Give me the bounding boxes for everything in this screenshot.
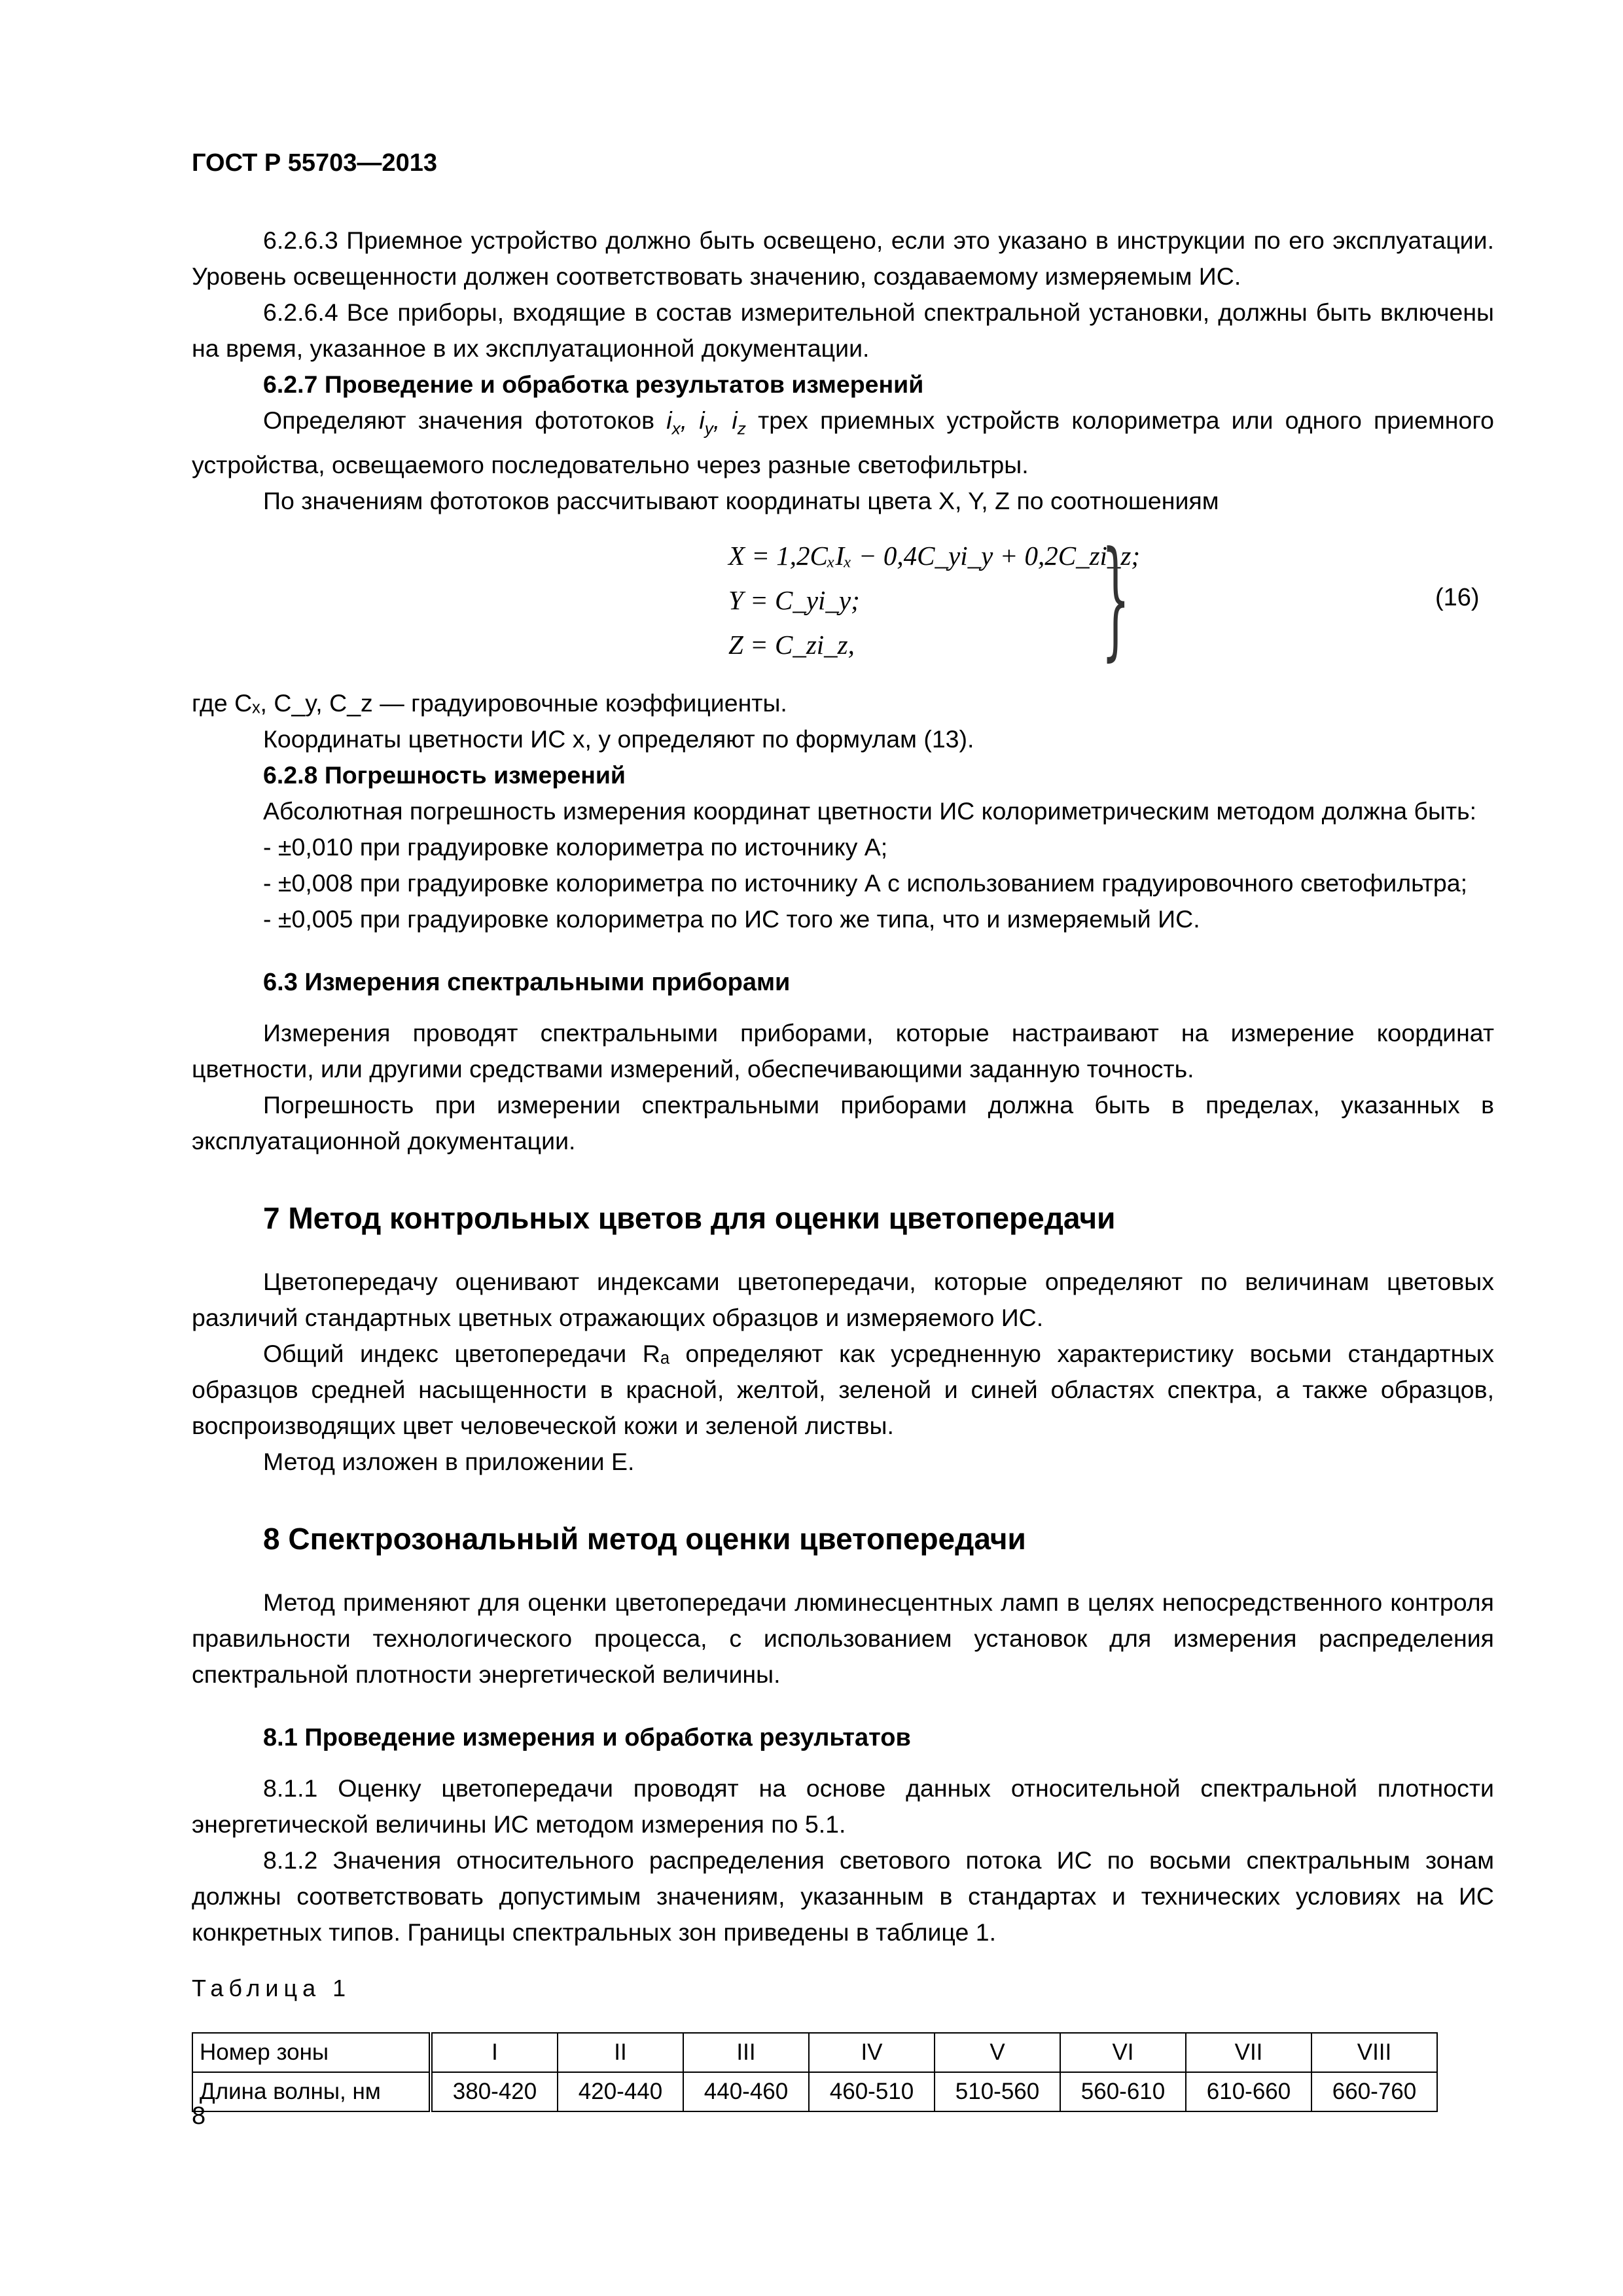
paragraph-6264: 6.2.6.4 Все приборы, входящие в состав измерительной спектральной установки, должны быть включены на время, указанное в их эксплуатационной документации. xyxy=(192,298,1494,362)
page-number: 8 xyxy=(192,2102,206,2130)
bullet-1: - ±0,010 при градуировке колориметра по источнику А; xyxy=(263,833,888,861)
document-body xyxy=(192,223,1494,2112)
heading-81: 8.1 Проведение измерения и обработка результатов xyxy=(263,1723,911,1751)
table-cell: 510-560 xyxy=(935,2072,1060,2111)
paragraph-628: Абсолютная погрешность измерения координат цветности ИС колориметрическим методом должна быть: xyxy=(263,797,1477,825)
right-brace: } xyxy=(1101,524,1130,673)
table-cell: VI xyxy=(1060,2033,1186,2072)
formula-line-1: X = 1,2CₓIₓ − 0,4C_yi_y + 0,2C_zi_z; xyxy=(728,540,1141,571)
where-line: где Cₓ, C_y, C_z — градуировочные коэффициенты. xyxy=(192,689,787,717)
table-cell: 440-460 xyxy=(683,2072,809,2111)
table-cell: Длина волны, нм xyxy=(192,2072,431,2111)
paragraph-7-b: Общий индекс цветопередачи Rₐ определяют как усредненную характеристику восьми стандартных образцов средней насыщенности в красной, желтой, зеленой и синей областях спектра, а также образцов, воспроизводящих цвет человеческой кожи и зеленой листвы. xyxy=(192,1339,1494,1439)
table-row xyxy=(192,2072,1437,2111)
table-cell: V xyxy=(935,2033,1060,2072)
paragraph-811: 8.1.1 Оценку цветопередачи проводят на основе данных относительной спектральной плотности энергетической величины ИС методом измерения по 5.1. xyxy=(192,1774,1494,1838)
paragraph-63-a: Измерения проводят спектральными приборами, которые настраивают на измерение координат цветности, или другими средствами измерений, обеспечивающими заданную точность. xyxy=(192,1018,1494,1083)
spectral-zones-table xyxy=(192,2032,1438,2112)
table-cell: 560-610 xyxy=(1060,2072,1186,2111)
paragraph-6263: 6.2.6.3 Приемное устройство должно быть освещено, если это указано в инструкции по его эксплуатации. Уровень освещенности должен соответствовать значению, создаваемому измеряемым ИС. xyxy=(192,226,1494,290)
heading-627: 6.2.7 Проведение и обработка результатов измерений xyxy=(263,370,924,398)
table-cell: 660-760 xyxy=(1311,2072,1437,2111)
heading-7: 7 Метод контрольных цветов для оценки цветопередачи xyxy=(263,1200,1116,1235)
doc-header: ГОСТ Р 55703—2013 xyxy=(192,149,437,177)
bullet-2: - ±0,008 при градуировке колориметра по источнику А с использованием градуировочного светофильтра; xyxy=(263,869,1468,897)
table-cell: IV xyxy=(809,2033,935,2072)
table-cell: II xyxy=(558,2033,683,2072)
formula-line-2: Y = C_yi_y; xyxy=(728,584,860,615)
table-cell: 610-660 xyxy=(1186,2072,1311,2111)
table-caption: Таблица 1 xyxy=(192,1974,351,2001)
heading-8: 8 Спектрозональный метод оценки цветопередачи xyxy=(263,1521,1026,1556)
paragraph-627-a: Определяют значения фототоков $i_x$, $i_y$, $i_z$ трех приемных устройств колориметра или одного приемного устройства, освещаемого последовательно через разные светофильтры. xyxy=(192,406,1495,478)
table-row xyxy=(192,2033,1437,2072)
bullet-3: - ±0,005 при градуировке колориметра по ИС того же типа, что и измеряемый ИС. xyxy=(263,905,1200,933)
heading-628: 6.2.8 Погрешность измерений xyxy=(263,761,626,789)
formula-line-3: Z = C_zi_z, xyxy=(728,629,855,660)
paragraph-812: 8.1.2 Значения относительного распределения светового потока ИС по восьми спектральным зонам должны соответствовать допустимым значениям, указанным в стандартах и технических условиях на ИС конкретных типов. Границы спектральных зон приведены в таблице 1. xyxy=(192,1846,1494,1946)
paragraph-7-c: Метод изложен в приложении Е. xyxy=(263,1447,635,1475)
paragraph-7-a: Цветопередачу оценивают индексами цветопередачи, которые определяют по величинам цветовых различий стандартных цветных отражающих образцов и измеряемого ИС. xyxy=(192,1267,1494,1331)
formula-number: (16) xyxy=(1435,583,1480,611)
paragraph-627-b: По значениям фототоков рассчитывают координаты цвета X, Y, Z по соотношениям xyxy=(263,486,1219,514)
paragraph-63-b: Погрешность при измерении спектральными приборами должна быть в пределах, указанных в эксплуатационной документации. xyxy=(192,1090,1494,1155)
table-cell: VIII xyxy=(1311,2033,1437,2072)
formula-lines xyxy=(728,524,1141,673)
table-cell: I xyxy=(431,2033,558,2072)
table-cell: 420-440 xyxy=(558,2072,683,2111)
table-cell: 460-510 xyxy=(809,2072,935,2111)
table-cell: VII xyxy=(1186,2033,1311,2072)
heading-63: 6.3 Измерения спектральными приборами xyxy=(263,968,791,996)
formula-16 xyxy=(192,524,1494,673)
table-cell: III xyxy=(683,2033,809,2072)
table-cell: 380-420 xyxy=(431,2072,558,2111)
paragraph-8: Метод применяют для оценки цветопередачи люминесцентных ламп в целях непосредственного контроля правильности технологического процесса, с использованием установок для измерения распределения спектральной плотности энергетической величины. xyxy=(192,1588,1494,1688)
table-cell: Номер зоны xyxy=(192,2033,431,2072)
paragraph-chroma: Координаты цветности ИС x, y определяют по формулам (13). xyxy=(263,725,974,753)
photocurrent-symbols: $i_x$, $i_y$, $i_z$ xyxy=(666,406,746,439)
